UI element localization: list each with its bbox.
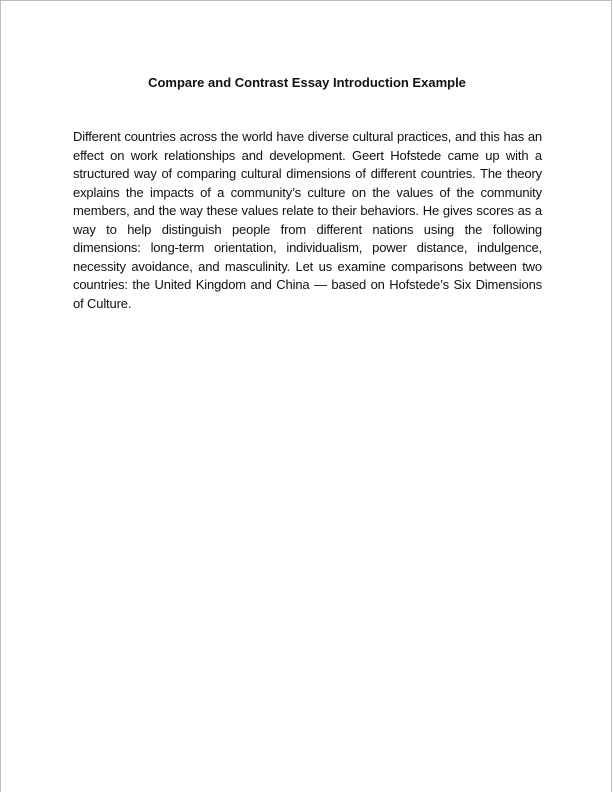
document-title: Compare and Contrast Essay Introduction Example bbox=[148, 75, 466, 90]
introduction-paragraph: Different countries across the world have diverse cultural practices, and this has an effect on work relationships and development. Geert Hofstede came up with a structured way of comparing cultural dimensions of different countries. The theory explains the impacts of a community’s culture on the values of the community members, and the way these values relate to their behaviors. He gives scores as a way to help distinguish people from different nations using the following dimensions: long-term orientation, individualism, power distance, indulgence, necessity avoidance, and masculinity. Let us examine comparisons between two countries: the United Kingdom and China — based on Hofstede’s Six Dimensions of Culture. bbox=[73, 129, 542, 311]
